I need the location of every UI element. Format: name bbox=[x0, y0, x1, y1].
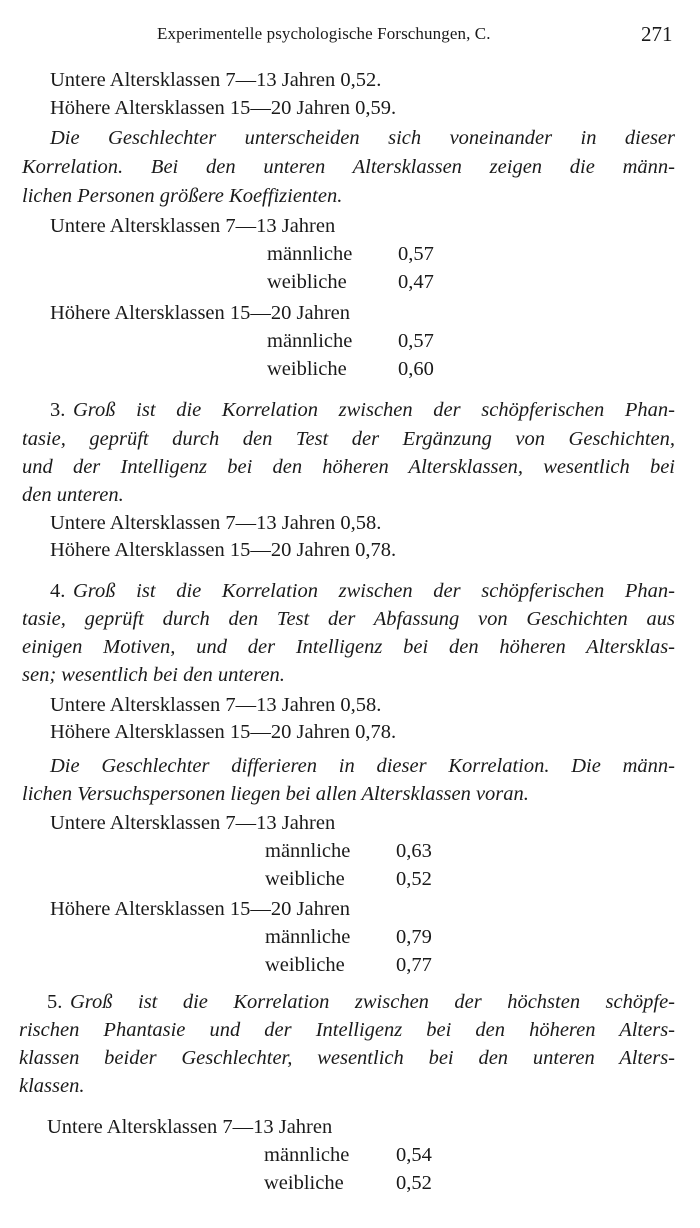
paragraph-line: Groß ist die Korrelation zwischen der höchsten schöpfe- bbox=[70, 991, 675, 1013]
gender-label: weibliche bbox=[267, 271, 347, 293]
page-number: 271 bbox=[641, 22, 673, 46]
group-heading: Untere Altersklassen 7—13 Jahren bbox=[47, 1116, 333, 1138]
paragraph-line: Korrelation. Bei den unteren Altersklassen zeigen die männ- bbox=[22, 156, 675, 178]
gender-label: männliche bbox=[264, 1144, 350, 1166]
coefficient-value: 0,47 bbox=[398, 271, 434, 293]
result-line: Höhere Altersklassen 15—20 Jahren 0,78. bbox=[50, 539, 397, 561]
coefficient-value: 0,54 bbox=[396, 1144, 432, 1166]
paragraph-line: tasie, geprüft durch den Test der Ergänzung von Geschichten, bbox=[22, 428, 675, 450]
result-line: Untere Altersklassen 7—13 Jahren 0,52. bbox=[50, 69, 382, 91]
paragraph-line: Groß ist die Korrelation zwischen der schöpferischen Phan- bbox=[73, 399, 675, 421]
paragraph-line: und der Intelligenz bei den höheren Altersklassen, wesentlich bei bbox=[22, 456, 675, 478]
coefficient-value: 0,52 bbox=[396, 868, 432, 890]
group-heading: Höhere Altersklassen 15—20 Jahren bbox=[50, 898, 351, 920]
paragraph-number: 3. bbox=[50, 399, 66, 421]
gender-label: männliche bbox=[267, 330, 353, 352]
page-header bbox=[0, 22, 700, 50]
group-heading: Höhere Altersklassen 15—20 Jahren bbox=[50, 302, 351, 324]
result-line: Höhere Altersklassen 15—20 Jahren 0,59. bbox=[50, 97, 397, 119]
paragraph-line: rischen Phantasie und der Intelligenz bei den höheren Alters- bbox=[19, 1019, 675, 1041]
result-line: Untere Altersklassen 7—13 Jahren 0,58. bbox=[50, 512, 382, 534]
paragraph-number: 5. bbox=[47, 991, 63, 1013]
paragraph-line: lichen Personen größere Koeffizienten. bbox=[22, 185, 343, 207]
gender-label: weibliche bbox=[265, 868, 345, 890]
gender-label: männliche bbox=[265, 840, 351, 862]
gender-label: weibliche bbox=[264, 1172, 344, 1194]
coefficient-value: 0,57 bbox=[398, 330, 434, 352]
gender-label: weibliche bbox=[267, 358, 347, 380]
paragraph-line: einigen Motiven, und der Intelligenz bei den höheren Altersklas- bbox=[22, 636, 675, 658]
coefficient-value: 0,79 bbox=[396, 926, 432, 948]
coefficient-value: 0,63 bbox=[396, 840, 432, 862]
coefficient-value: 0,57 bbox=[398, 243, 434, 265]
paragraph-line: Die Geschlechter unterscheiden sich voneinander in dieser bbox=[50, 127, 675, 149]
paragraph-line: klassen. bbox=[19, 1075, 85, 1097]
paragraph-line: lichen Versuchspersonen liegen bei allen Altersklassen voran. bbox=[22, 783, 529, 805]
result-line: Untere Altersklassen 7—13 Jahren 0,58. bbox=[50, 694, 382, 716]
running-title: Experimentelle psychologische Forschungen, C. bbox=[157, 24, 491, 43]
gender-label: weibliche bbox=[265, 954, 345, 976]
paragraph-line: sen; wesentlich bei den unteren. bbox=[22, 664, 285, 686]
gender-label: männliche bbox=[265, 926, 351, 948]
coefficient-value: 0,60 bbox=[398, 358, 434, 380]
paragraph-line: den unteren. bbox=[22, 484, 124, 506]
result-line: Höhere Altersklassen 15—20 Jahren 0,78. bbox=[50, 721, 397, 743]
group-heading: Untere Altersklassen 7—13 Jahren bbox=[50, 812, 336, 834]
paragraph-line: klassen beider Geschlechter, wesentlich bei den unteren Alters- bbox=[19, 1047, 675, 1069]
paragraph-line: Groß ist die Korrelation zwischen der schöpferischen Phan- bbox=[73, 580, 675, 602]
group-heading: Untere Altersklassen 7—13 Jahren bbox=[50, 215, 336, 237]
coefficient-value: 0,52 bbox=[396, 1172, 432, 1194]
paragraph-line: tasie, geprüft durch den Test der Abfassung von Geschichten aus bbox=[22, 608, 675, 630]
paragraph-line: Die Geschlechter differieren in dieser Korrelation. Die männ- bbox=[50, 755, 675, 777]
coefficient-value: 0,77 bbox=[396, 954, 432, 976]
paragraph-number: 4. bbox=[50, 580, 66, 602]
gender-label: männliche bbox=[267, 243, 353, 265]
